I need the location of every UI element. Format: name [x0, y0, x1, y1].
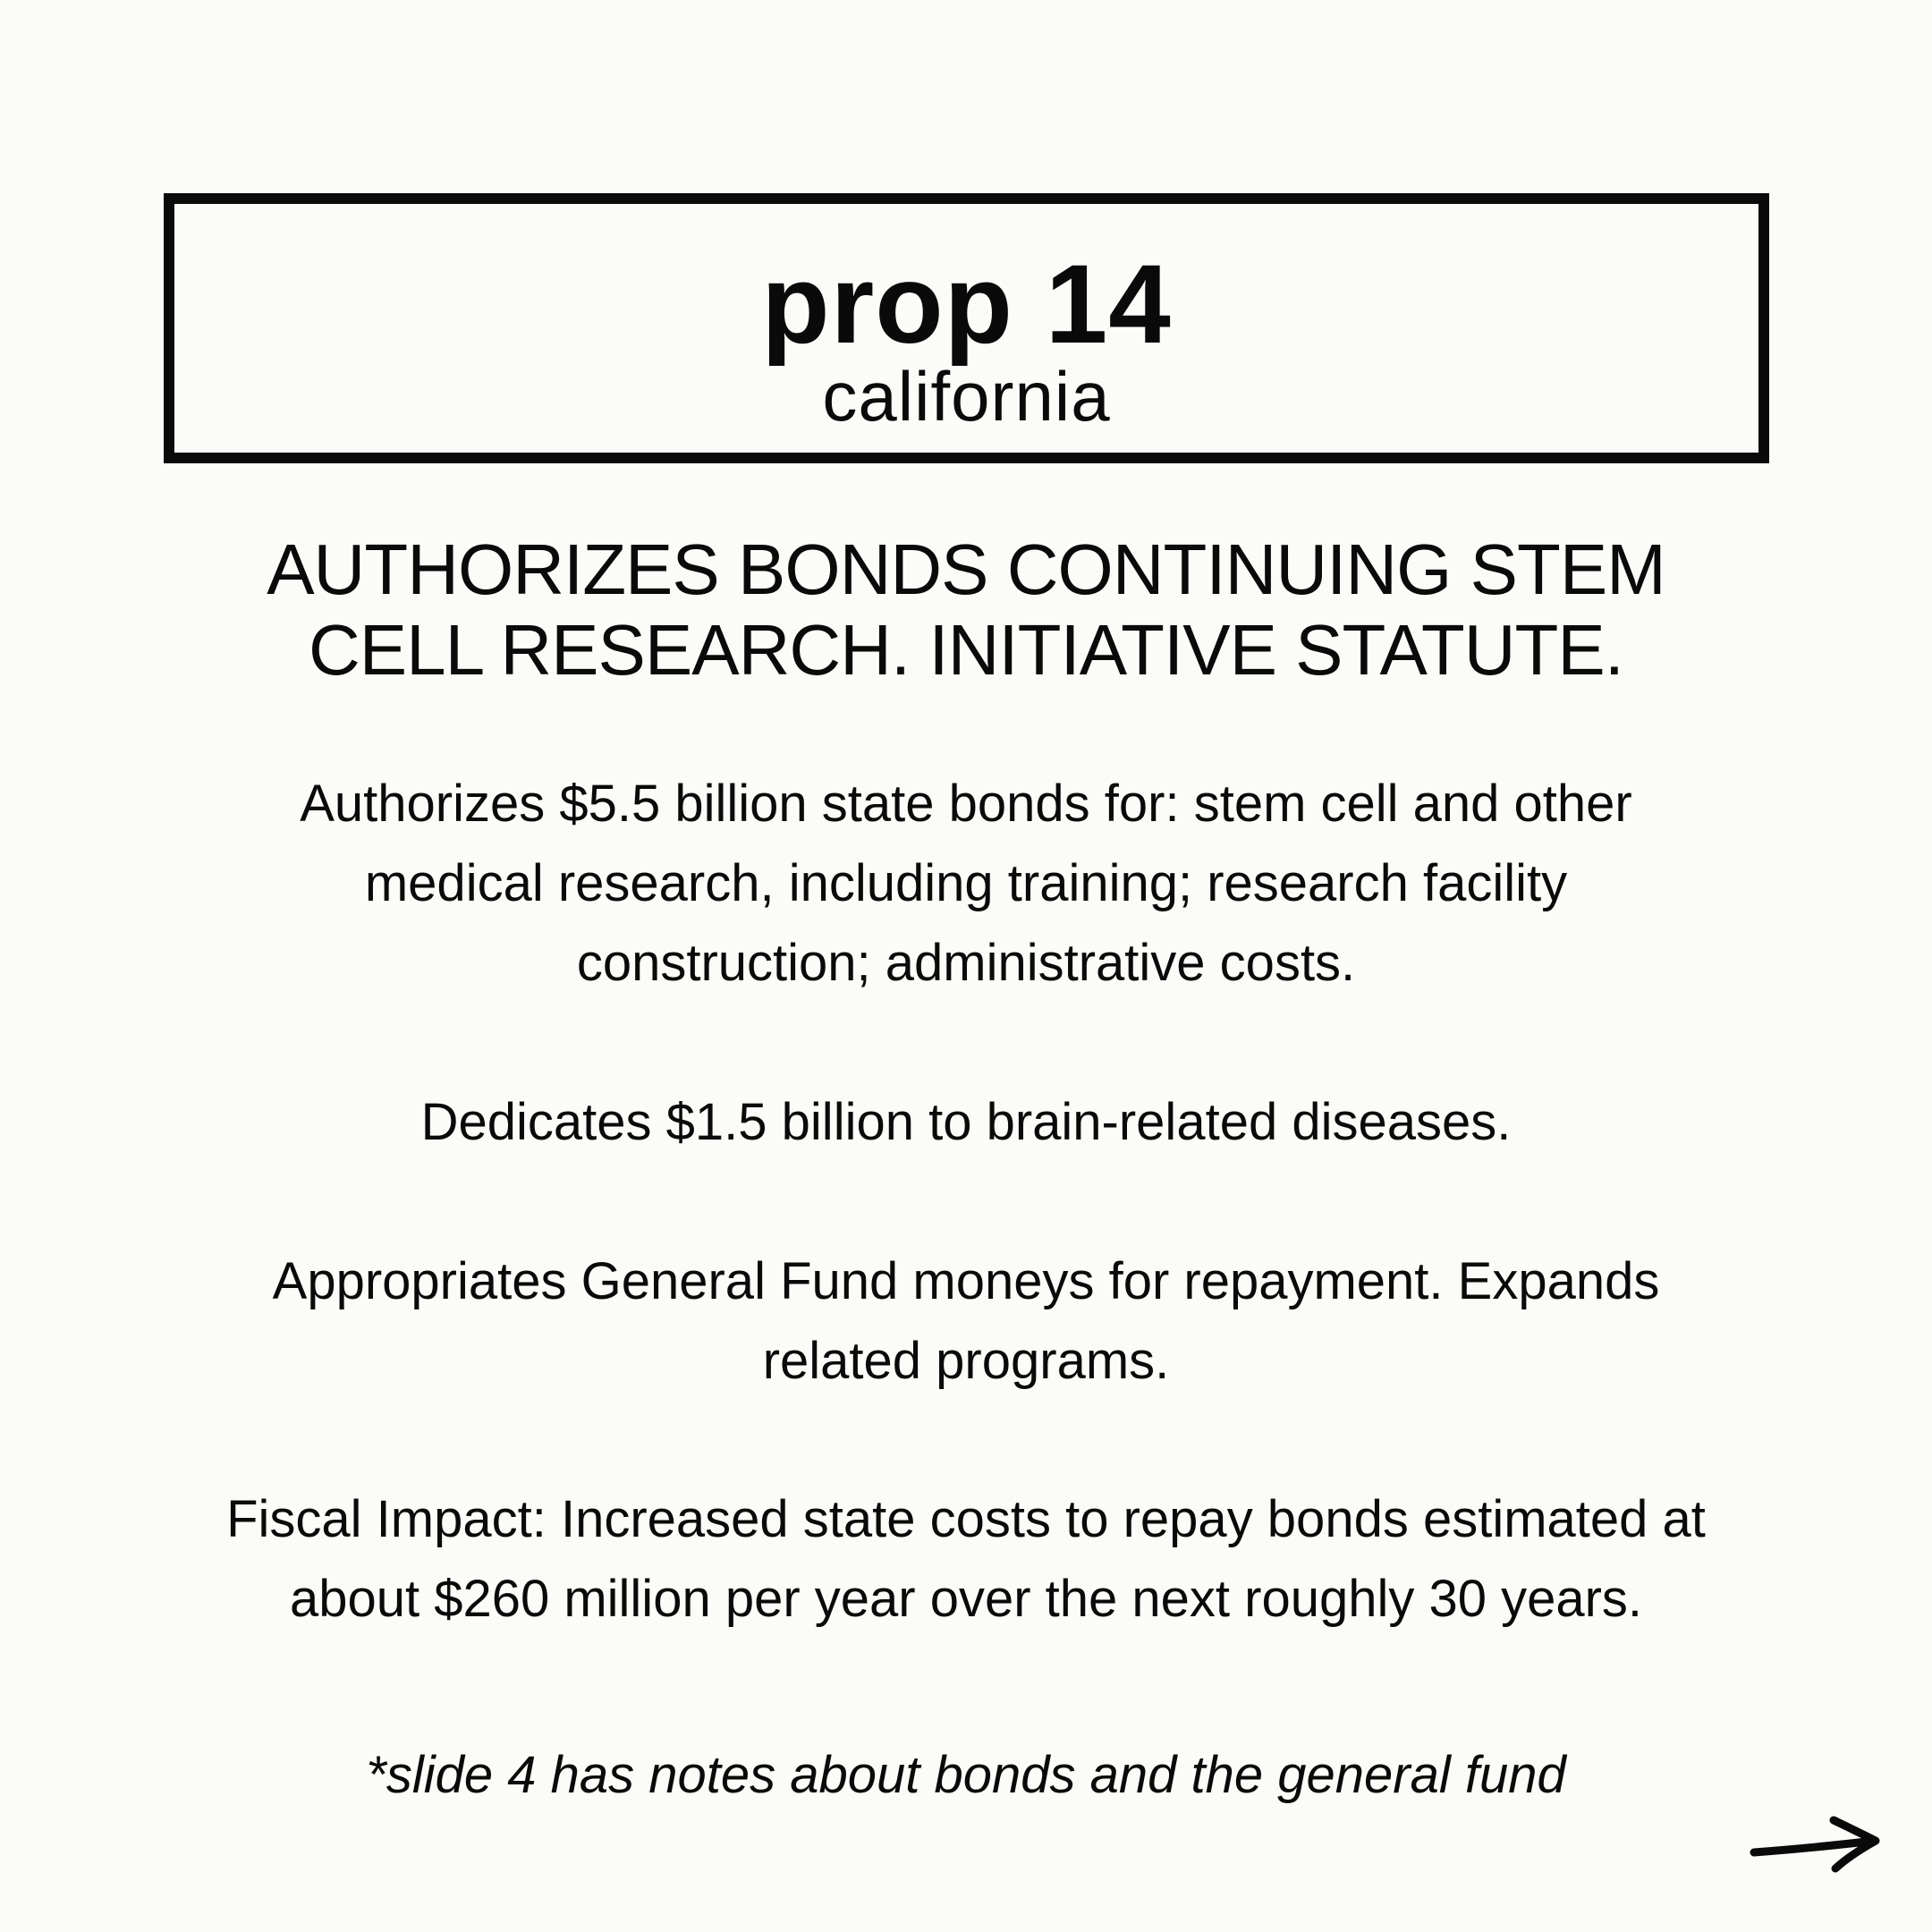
paragraph-line: related programs. [762, 1332, 1170, 1390]
dedication-paragraph [134, 1082, 1798, 1162]
paragraph-line: Authorizes $5.5 billion state bonds for: stem cell and other [300, 775, 1632, 833]
page-title: prop 14 [761, 242, 1172, 367]
headline-line: AUTHORIZES BONDS CONTINUING STEM [267, 530, 1665, 609]
headline-line: CELL RESEARCH. INITIATIVE STATUTE. [309, 610, 1623, 690]
paragraph-line: Fiscal Impact: Increased state costs to repay bonds estimated at [226, 1490, 1706, 1548]
paragraph-line: medical research, including training; research facility [364, 854, 1568, 912]
title-box [164, 193, 1769, 463]
paragraph-line: Dedicates $1.5 billion to brain-related diseases. [420, 1093, 1512, 1151]
summary-paragraph [134, 764, 1798, 1003]
paragraph-line: construction; administrative costs. [576, 934, 1356, 992]
footnote: *slide 4 has notes about bonds and the general fund [366, 1746, 1566, 1804]
appropriation-paragraph [134, 1241, 1798, 1401]
arrow-right-icon[interactable] [1749, 1811, 1883, 1874]
measure-headline [134, 530, 1798, 691]
fiscal-impact-paragraph [134, 1479, 1798, 1639]
page-subtitle: california [822, 357, 1111, 436]
paragraph-line: Appropriates General Fund moneys for repayment. Expands [272, 1252, 1660, 1310]
paragraph-line: about $260 million per year over the next roughly 30 years. [289, 1570, 1643, 1628]
